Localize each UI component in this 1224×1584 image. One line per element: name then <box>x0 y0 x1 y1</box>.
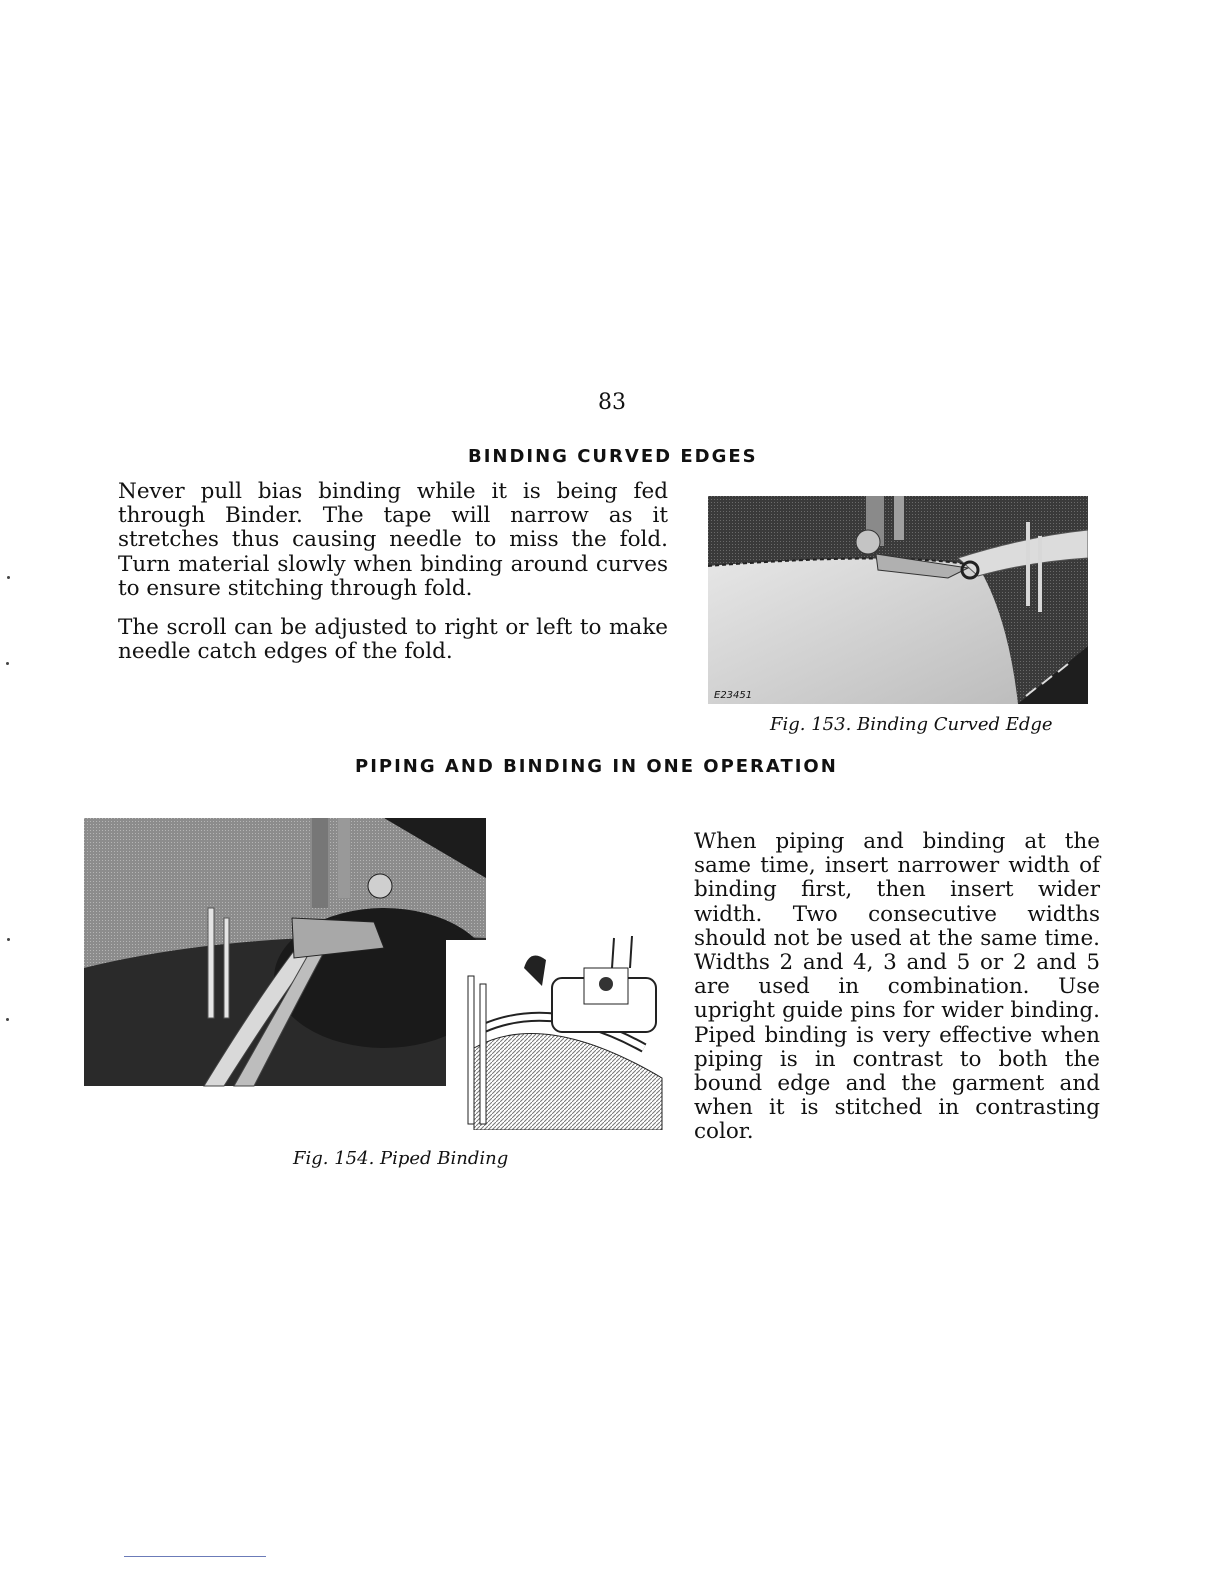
page-number: 83 <box>598 390 626 415</box>
paragraph-binding-instructions: Never pull bias binding while it is being fed through Binder. The tape will narrow as it stretches thus causing needle to miss the fold. Turn material slowly when binding around curves to ensure stitching through fold. <box>118 479 668 601</box>
figure-154-caption: Fig. 154. Piped Binding <box>293 1148 509 1169</box>
scan-speck <box>7 938 10 941</box>
figure-153-label: E23451 <box>714 690 753 701</box>
scan-speck <box>7 576 10 579</box>
footnote-divider <box>124 1556 266 1557</box>
paragraph-piping-instructions: When piping and binding at the same time, insert narrower width of binding first, then insert wider width. Two consecutive widths should not be used at the same time. Widths 2 and 4, 3 and 5 or 2 and 5 are used in combination. Use upright guide pins for wider binding. Piped binding is very effective when piping is in contrast to both the bound edge and the garment and when it is stitched in contrasting color. <box>694 829 1100 1145</box>
section-heading-piping-and-binding: PIPING AND BINDING IN ONE OPERATION <box>355 756 838 777</box>
binding-curved-edge-illustration <box>708 496 1088 704</box>
figure-153-caption: Fig. 153. Binding Curved Edge <box>770 714 1053 735</box>
paragraph-scroll-adjustment: The scroll can be adjusted to right or left to make needle catch edges of the fold. <box>118 615 668 665</box>
section-heading-binding-curved-edges: BINDING CURVED EDGES <box>468 446 758 467</box>
figure-154-photo <box>84 818 664 1130</box>
scan-speck <box>6 1018 9 1021</box>
figure-153-photo <box>708 496 1088 704</box>
piped-binding-illustration <box>84 818 664 1130</box>
scan-speck <box>6 662 9 665</box>
